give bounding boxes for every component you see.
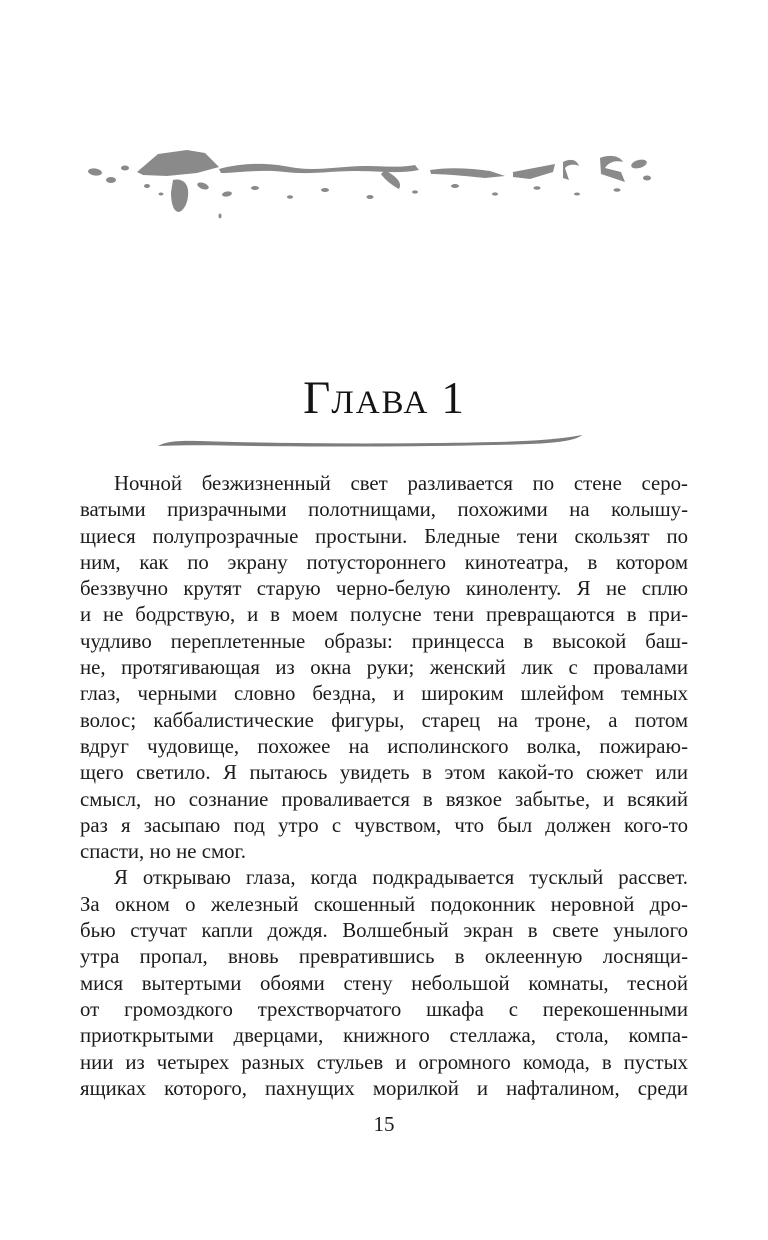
text-line: чудливо переплетенные образы: принцесса в высокой баш- (80, 629, 688, 653)
text-line: спасти, но не смог. (80, 840, 246, 864)
chapter-title-rest: ЛАВА (331, 385, 430, 421)
text-line: щиеся полупрозрачные простыни. Бледные тени скользят по (80, 524, 688, 548)
text-line: беззвучно крутят старую черно-белую киноленту. Я не сплю (80, 577, 688, 601)
text-line: ящиках которого, пахнущих морилкой и нафталином, среди (80, 1076, 688, 1100)
text-line: утра пропал, вновь превратившись в оклеенную лоснящи- (80, 945, 688, 969)
text-line: ним, как по экрану потустороннего кинотеатра, в котором (80, 550, 688, 574)
text-line: Я открываю глаза, когда подкрадывается тусклый рассвет. (114, 866, 688, 890)
page-number: 15 (373, 1112, 395, 1136)
chapter-title-initial: Г (303, 372, 332, 424)
chapter-title (0, 372, 768, 424)
text-line: волос; каббалистические фигуры, старец на троне, а потом (80, 708, 688, 732)
text-line: приоткрытыми дверцами, книжного стеллажа, стола, компа- (80, 1024, 688, 1048)
text-line: от громоздкого трехстворчатого шкафа с перекошенными (80, 997, 688, 1021)
text-line: раз я засыпаю под утро с чувством, что был должен кого-то (80, 813, 688, 837)
text-line: щего светило. Я пытаюсь увидеть в этом какой-то сюжет или (80, 761, 688, 785)
text-line: мися вытертыми обоями стену небольшой комнаты, тесной (80, 971, 688, 995)
text-line: бью стучат капли дождя. Волшебный экран в свете унылого (80, 919, 688, 943)
body-text (80, 471, 688, 1102)
text-line: и не бодрствую, и в моем полусне тени превращаются в при- (80, 603, 688, 627)
divider-swash-icon (155, 433, 585, 449)
text-line: нии из четырех разных стульев и огромного комода, в пустых (80, 1050, 688, 1074)
text-line: не, протягивающая из окна руки; женский лик с провалами (80, 656, 688, 680)
text-line: ватыми призрачными полотнищами, похожими на колышу- (80, 498, 688, 522)
text-line: вдруг чудовище, похожее на исполинского волка, пожираю- (80, 734, 688, 758)
chapter-title-number: 1 (441, 373, 465, 423)
text-line: Ночной безжизненный свет разливается по стене серо- (114, 472, 688, 495)
ink-splatter-icon (85, 142, 655, 222)
text-line: смысл, но сознание проваливается в вязкое забытье, и всякий (80, 787, 688, 811)
text-line: За окном о железный скошенный подоконник неровной дро- (80, 892, 688, 916)
text-line: глаз, черными словно бездна, и широким шлейфом темных (80, 682, 688, 706)
